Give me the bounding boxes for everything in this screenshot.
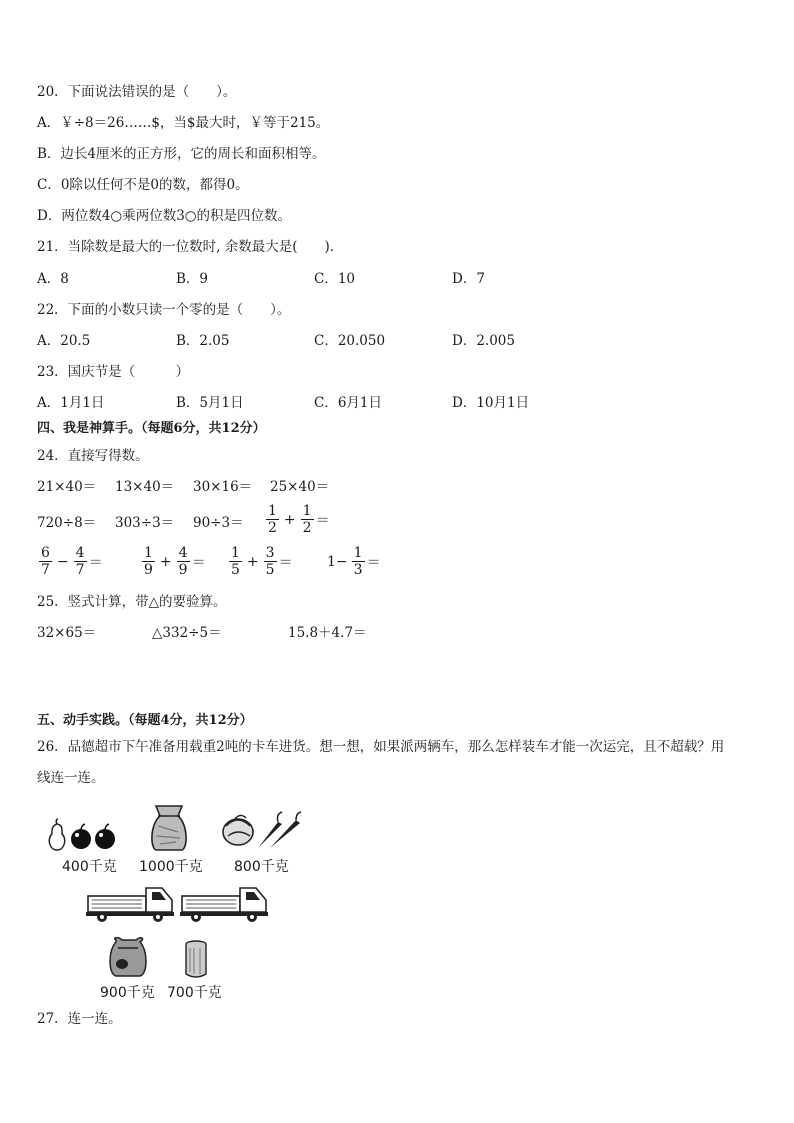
fraction: [301, 503, 314, 536]
weight-label: 900千克: [100, 985, 155, 1001]
operator: +: [159, 553, 172, 570]
q26-stem-line1: 26．品德超市下午准备用载重2吨的卡车进货。想一想，如果派两辆车，那么怎样装车才能一次运完，且不超载？用: [37, 739, 725, 755]
q24-expr: 13×40＝: [115, 479, 175, 495]
q23-stem: 23．国庆节是（ ）: [37, 364, 190, 380]
denominator: 7: [41, 562, 50, 578]
fraction: [177, 545, 190, 578]
q24-fraction-expr: [227, 545, 293, 578]
numerator: 6: [41, 545, 50, 561]
section4-title: 四、我是神算手。（每题6分，共12分）: [37, 421, 266, 436]
q24-stem: 24．直接写得数。: [37, 448, 149, 464]
q24-expr: 303÷3＝: [115, 515, 175, 531]
numerator: 4: [75, 545, 85, 561]
q23-option-a: A．1月1日: [37, 395, 105, 411]
q24-expr: 30×16＝: [193, 479, 253, 495]
q20-option-b: B．边长4厘米的正方形，它的周长和面积相等。: [37, 146, 326, 162]
sack-icon: [108, 936, 148, 978]
numerator: 1: [268, 503, 277, 519]
denominator: 5: [231, 562, 240, 578]
truck-icon: [86, 884, 176, 924]
q22-stem: 22．下面的小数只读一个零的是（ ）。: [37, 302, 291, 318]
vegetables-icon: [220, 810, 302, 850]
numerator: 4: [178, 545, 188, 561]
q21-option-d: D．7: [452, 271, 485, 287]
q23-option-d: D．10月1日: [452, 395, 530, 411]
denominator: 7: [75, 562, 85, 578]
fraction: [39, 545, 52, 578]
numerator: 1: [302, 503, 312, 519]
numerator: 3: [265, 545, 275, 561]
fruit-icon: [47, 818, 119, 852]
fraction: [229, 545, 242, 578]
operator: −: [56, 553, 69, 570]
q21-option-c: C．10: [314, 271, 356, 287]
numerator: 1: [231, 545, 240, 561]
q20-option-a: A．￥÷8＝26……$，当$最大时，￥等于215。: [37, 115, 330, 131]
fraction: [264, 545, 277, 578]
q21-stem: 21．当除数是最大的一位数时, 余数最大是( ).: [37, 239, 335, 255]
q24-fraction-expr: [264, 503, 330, 536]
weight-label: 700千克: [167, 985, 222, 1001]
q24-fraction-expr: [327, 545, 381, 578]
q22-option-b: B．2.05: [176, 333, 230, 349]
operator: +: [283, 511, 296, 528]
denominator: 3: [353, 562, 363, 578]
minuend: 1−: [327, 553, 348, 570]
fraction: [142, 545, 155, 578]
weight-label: 800千克: [234, 859, 289, 875]
q22-option-a: A．20.5: [37, 333, 91, 349]
truck-icon: [180, 884, 270, 924]
numerator: 1: [144, 545, 153, 561]
q24-expr: 21×40＝: [37, 479, 97, 495]
fraction: [266, 503, 279, 536]
q24-expr: 720÷8＝: [37, 515, 97, 531]
q22-option-d: D．2.005: [452, 333, 515, 349]
denominator: 2: [302, 520, 312, 536]
q24-expr: 25×40＝: [270, 479, 330, 495]
sack-icon: [148, 802, 190, 852]
operator: +: [246, 553, 259, 570]
numerator: 1: [353, 545, 363, 561]
q25-expr: 32×65＝: [37, 625, 97, 641]
q25-expr: 15.8＋4.7＝: [288, 625, 367, 641]
section5-title: 五、动手实践。（每题4分，共12分）: [37, 713, 253, 728]
denominator: 9: [144, 562, 153, 578]
q24-expr: 90÷3＝: [193, 515, 244, 531]
denominator: 2: [268, 520, 277, 536]
q21-option-b: B．9: [176, 271, 209, 287]
drum-icon: [184, 940, 208, 978]
equals: ＝: [366, 554, 381, 571]
q25-stem: 25．竖式计算，带△的要验算。: [37, 594, 227, 610]
q24-fraction-expr: [140, 545, 206, 578]
fraction: [74, 545, 87, 578]
equals: ＝: [278, 554, 293, 571]
q25-expr: △332÷5＝: [152, 625, 222, 641]
denominator: 9: [178, 562, 188, 578]
q27-stem: 27．连一连。: [37, 1011, 122, 1027]
fraction: [352, 545, 365, 578]
q20-option-c: C．0除以任何不是0的数，都得0。: [37, 177, 249, 193]
equals: ＝: [315, 512, 330, 529]
weight-label: 400千克: [62, 859, 117, 875]
denominator: 5: [265, 562, 275, 578]
q20-option-d: D．两位数4○乘两位数3○的积是四位数。: [37, 208, 292, 224]
equals: ＝: [88, 554, 103, 571]
q24-fraction-expr: [37, 545, 103, 578]
equals: ＝: [191, 554, 206, 571]
q20-stem: 20．下面说法错误的是（ ）。: [37, 84, 237, 100]
q22-option-c: C．20.050: [314, 333, 386, 349]
q21-option-a: A．8: [37, 271, 69, 287]
q23-option-b: B．5月1日: [176, 395, 244, 411]
q26-stem-line2: 线连一连。: [37, 770, 105, 786]
q23-option-c: C．6月1日: [314, 395, 383, 411]
weight-label: 1000千克: [139, 859, 203, 875]
